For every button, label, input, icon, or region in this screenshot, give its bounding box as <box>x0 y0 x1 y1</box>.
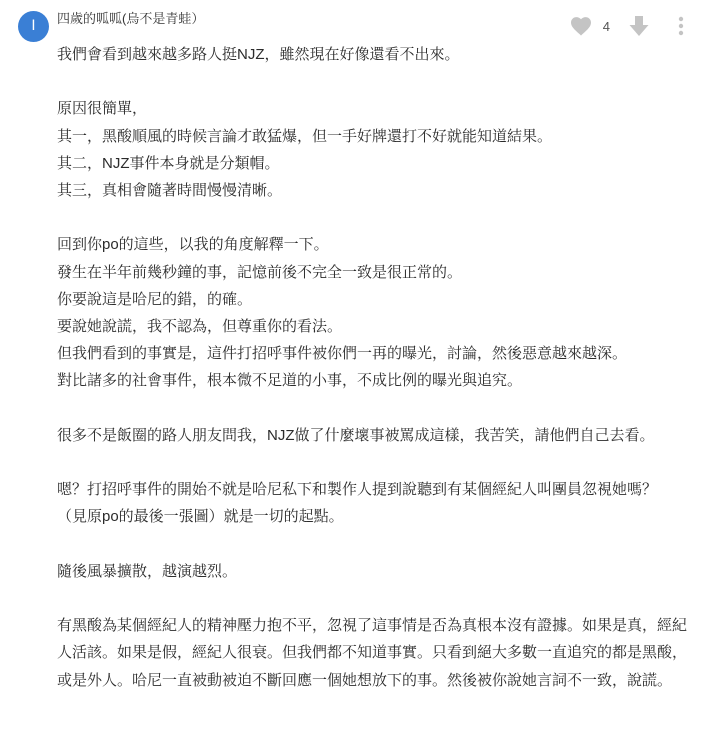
like-button[interactable] <box>569 14 593 38</box>
paragraph <box>57 41 697 68</box>
text-line: 發生在半年前幾秒鐘的事，記憶前後不完全一致是很正常的。 <box>57 263 463 281</box>
dislike-button[interactable] <box>627 14 651 38</box>
text-line: 要說她說謊，我不認為，但尊重你的看法。 <box>57 318 343 335</box>
text-line: 對比諸多的社會事件，根本微不足道的小事，不成比例的曝光與追究。 <box>57 372 523 390</box>
more-options-button[interactable] <box>675 14 687 38</box>
arrow-down-icon <box>629 15 649 37</box>
comment-username[interactable]: 四歲的呱呱(烏不是青蛙） <box>57 11 205 26</box>
text-line: 你要說這是哈尼的錯，的確。 <box>57 290 253 308</box>
text-line: 其二，NJZ事件本身就是分類帽。 <box>57 154 280 172</box>
like-count: 4 <box>602 18 610 34</box>
paragraph <box>57 422 697 449</box>
paragraph <box>57 95 697 204</box>
text-line: 原因很簡單， <box>57 100 148 118</box>
avatar[interactable]: I <box>18 11 49 42</box>
comment-body <box>57 41 697 694</box>
more-vertical-icon <box>678 16 684 36</box>
text-line: 有黑酸為某個經紀人的精神壓力抱不平，忽視了這事情是否為真根本沒有證據。如果是真，經紀人活該。如果是假，經紀人很衰。但我們都不知道事實。只看到絕大多數一直追究的都是黑酸，或是外人。哈尼一直被動被迫不斷回應一個她想放下的事。然後被你說她言詞不一致，說謊。 <box>57 617 688 689</box>
text-line: 回到你po的這些，以我的角度解釋一下。 <box>57 236 329 254</box>
text-line: 我們會看到越來越多路人挺NJZ，雖然現在好像還看不出來。 <box>57 46 460 63</box>
comment-actions <box>569 14 687 38</box>
text-line: 其一，黑酸順風的時候言論才敢猛爆，但一手好牌還打不好就能知道結果。 <box>57 127 553 145</box>
text-line: 其三，真相會隨著時間慢慢清晰。 <box>57 182 283 199</box>
paragraph <box>57 558 697 585</box>
heart-icon <box>570 16 592 36</box>
paragraph <box>57 231 697 394</box>
text-line: 但我們看到的事實是，這件打招呼事件被你們一再的曝光，討論，然後惡意越來越深。 <box>57 345 628 363</box>
paragraph <box>57 476 697 530</box>
paragraph <box>57 612 697 694</box>
text-line: （見原po的最後一張圖）就是一切的起點。 <box>57 508 344 526</box>
text-line: 嗯？打招呼事件的開始不就是哈尼私下和製作人提到說聽到有某個經紀人叫團員忽視她嗎？ <box>57 481 658 499</box>
text-line: 很多不是飯圈的路人朋友問我，NJZ做了什麼壞事被罵成這樣，我苦笑，請他們自己去看。 <box>57 426 655 444</box>
text-line: 隨後風暴擴散，越演越烈。 <box>57 562 238 580</box>
